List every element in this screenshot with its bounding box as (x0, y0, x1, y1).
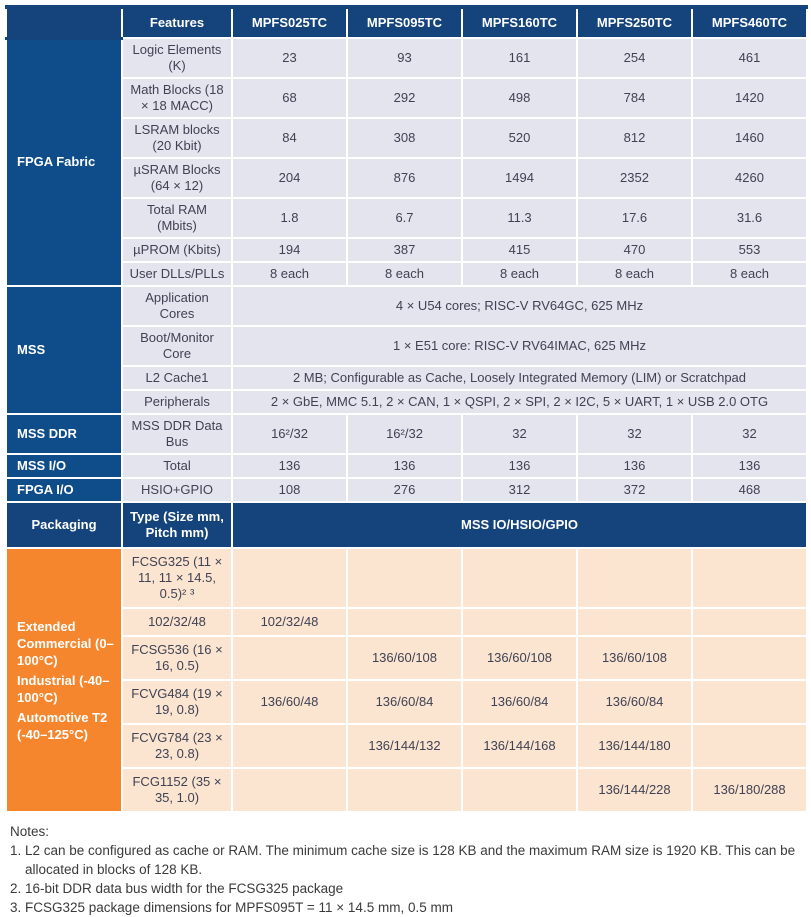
value-cell: 461 (692, 38, 807, 78)
temperature-grade-line: Industrial (-40–100°C) (17, 672, 110, 705)
table-row (6, 262, 807, 286)
package-io-value-cell: 136/60/108 (462, 636, 577, 680)
value-cell: 32 (577, 414, 692, 454)
package-io-value-cell: 136/144/168 (462, 724, 577, 768)
value-cell: 292 (347, 78, 462, 118)
section-category: MSS I/O (6, 454, 122, 478)
package-label: FCSG536 (16 × 16, 0.5) (122, 636, 232, 680)
io-count-header: MSS IO/HSIO/GPIO (232, 502, 807, 548)
value-cell: 136 (232, 454, 347, 478)
table-row (6, 158, 807, 198)
value-cell: 8 each (577, 262, 692, 286)
package-io-value-cell (692, 548, 807, 608)
product-column-header: MPFS095TC (347, 7, 462, 38)
value-cell: 93 (347, 38, 462, 78)
value-cell: 32 (462, 414, 577, 454)
table-row (6, 366, 807, 390)
value-cell: 136 (577, 454, 692, 478)
package-io-value-cell: 136/60/84 (577, 680, 692, 724)
feature-label: HSIO+GPIO (122, 478, 232, 502)
table-row (6, 238, 807, 262)
packaging-row (6, 608, 807, 636)
temperature-grade-line: Extended Commercial (0–100°C) (17, 618, 114, 668)
package-io-value-cell (232, 768, 347, 812)
table-row (6, 198, 807, 238)
merged-value-cell: 4 × U54 cores; RISC-V RV64GC, 625 MHz (232, 286, 807, 326)
packaging-header-row (6, 502, 807, 548)
temperature-grades-label (6, 548, 122, 812)
table-row (6, 326, 807, 366)
value-cell: 136 (462, 454, 577, 478)
value-cell: 136 (692, 454, 807, 478)
package-io-value-cell (692, 680, 807, 724)
table-row (6, 118, 807, 158)
value-cell: 4260 (692, 158, 807, 198)
package-label: FCSG325 (11 × 11, 11 × 14.5, 0.5)² ³ (122, 548, 232, 608)
table-row (6, 414, 807, 454)
value-cell: 387 (347, 238, 462, 262)
value-cell: 68 (232, 78, 347, 118)
table-row (6, 78, 807, 118)
feature-label: Logic Elements (K) (122, 38, 232, 78)
value-cell: 161 (462, 38, 577, 78)
package-type-header: Type (Size mm, Pitch mm) (122, 502, 232, 548)
product-spec-table (5, 5, 808, 813)
package-io-value-cell: 136/180/288 (692, 768, 807, 812)
value-cell: 8 each (347, 262, 462, 286)
product-column-header: MPFS160TC (462, 7, 577, 38)
notes-section (10, 822, 810, 917)
value-cell: 84 (232, 118, 347, 158)
value-cell: 108 (232, 478, 347, 502)
value-cell: 11.3 (462, 198, 577, 238)
package-io-value-cell (232, 724, 347, 768)
table-row (6, 390, 807, 414)
product-column-header: MPFS250TC (577, 7, 692, 38)
package-label: FCVG484 (19 × 19, 0.8) (122, 680, 232, 724)
feature-label: User DLLs/PLLs (122, 262, 232, 286)
package-label: 102/32/48 (122, 608, 232, 636)
package-io-value-cell: 136/60/84 (462, 680, 577, 724)
package-io-value-cell: 136/60/108 (577, 636, 692, 680)
product-column-header: MPFS025TC (232, 7, 347, 38)
section-category: MSS DDR (6, 414, 122, 454)
package-io-value-cell (347, 768, 462, 812)
package-io-value-cell (577, 548, 692, 608)
feature-label: Total RAM (Mbits) (122, 198, 232, 238)
value-cell: 136 (347, 454, 462, 478)
package-io-value-cell (462, 768, 577, 812)
packaging-row (6, 680, 807, 724)
value-cell: 1494 (462, 158, 577, 198)
value-cell: 1460 (692, 118, 807, 158)
feature-label: MSS DDR Data Bus (122, 414, 232, 454)
packaging-row (6, 724, 807, 768)
value-cell: 17.6 (577, 198, 692, 238)
table-row (6, 478, 807, 502)
package-io-value-cell (462, 608, 577, 636)
value-cell: 308 (347, 118, 462, 158)
value-cell: 312 (462, 478, 577, 502)
value-cell: 8 each (692, 262, 807, 286)
value-cell: 16²/32 (232, 414, 347, 454)
feature-label: Application Cores (122, 286, 232, 326)
package-io-value-cell (347, 548, 462, 608)
package-label: FCVG784 (23 × 23, 0.8) (122, 724, 232, 768)
value-cell: 8 each (232, 262, 347, 286)
feature-label: Peripherals (122, 390, 232, 414)
table-row (6, 38, 807, 78)
package-io-value-cell: 102/32/48 (232, 608, 347, 636)
package-io-value-cell: 136/144/132 (347, 724, 462, 768)
package-io-value-cell (692, 724, 807, 768)
feature-label: Math Blocks (18 × 18 MACC) (122, 78, 232, 118)
product-column-header: MPFS460TC (692, 7, 807, 38)
packaging-row (6, 636, 807, 680)
package-label: FCG1152 (35 × 35, 1.0) (122, 768, 232, 812)
value-cell: 812 (577, 118, 692, 158)
table-row (6, 454, 807, 478)
value-cell: 1420 (692, 78, 807, 118)
value-cell: 876 (347, 158, 462, 198)
value-cell: 8 each (462, 262, 577, 286)
package-io-value-cell (232, 548, 347, 608)
value-cell: 194 (232, 238, 347, 262)
corner-cell (6, 7, 122, 38)
package-io-value-cell: 136/60/84 (347, 680, 462, 724)
package-io-value-cell (692, 608, 807, 636)
package-io-value-cell: 136/60/108 (347, 636, 462, 680)
note-item-3: 3. FCSG325 package dimensions for MPFS095T = 11 × 14.5 mm, 0.5 mm (10, 900, 453, 915)
package-io-value-cell (692, 636, 807, 680)
package-io-value-cell: 136/60/48 (232, 680, 347, 724)
feature-label: µPROM (Kbits) (122, 238, 232, 262)
feature-label: LSRAM blocks (20 Kbit) (122, 118, 232, 158)
value-cell: 23 (232, 38, 347, 78)
package-io-value-cell: 136/144/228 (577, 768, 692, 812)
value-cell: 6.7 (347, 198, 462, 238)
feature-label: L2 Cache1 (122, 366, 232, 390)
value-cell: 784 (577, 78, 692, 118)
packaging-category: Packaging (6, 502, 122, 548)
value-cell: 32 (692, 414, 807, 454)
temperature-grade-line: Automotive T2 (-40–125°C) (17, 709, 108, 742)
value-cell: 372 (577, 478, 692, 502)
packaging-row (6, 768, 807, 812)
package-io-value-cell: 136/144/180 (577, 724, 692, 768)
notes-title: Notes: (10, 824, 50, 839)
package-io-value-cell (347, 608, 462, 636)
feature-label: Boot/Monitor Core (122, 326, 232, 366)
packaging-row (6, 548, 807, 608)
value-cell: 16²/32 (347, 414, 462, 454)
package-io-value-cell (232, 636, 347, 680)
merged-value-cell: 2 MB; Configurable as Cache, Loosely Integrated Memory (LIM) or Scratchpad (232, 366, 807, 390)
note-item-1: 1. L2 can be configured as cache or RAM. The minimum cache size is 128 KB and the maximum RAM size is 1920 KB. This can be allocated in blocks of 128 KB. (10, 843, 796, 877)
value-cell: 276 (347, 478, 462, 502)
feature-label: Total (122, 454, 232, 478)
value-cell: 498 (462, 78, 577, 118)
value-cell: 254 (577, 38, 692, 78)
features-column-header: Features (122, 7, 232, 38)
package-io-value-cell (577, 608, 692, 636)
feature-label: µSRAM Blocks (64 × 12) (122, 158, 232, 198)
value-cell: 204 (232, 158, 347, 198)
note-item-2: 2. 16-bit DDR data bus width for the FCSG325 package (10, 881, 344, 896)
table-row (6, 286, 807, 326)
value-cell: 31.6 (692, 198, 807, 238)
value-cell: 520 (462, 118, 577, 158)
section-category: FPGA I/O (6, 478, 122, 502)
merged-value-cell: 1 × E51 core: RISC-V RV64IMAC, 625 MHz (232, 326, 807, 366)
value-cell: 2352 (577, 158, 692, 198)
value-cell: 553 (692, 238, 807, 262)
value-cell: 468 (692, 478, 807, 502)
section-category: MSS (6, 286, 122, 414)
value-cell: 1.8 (232, 198, 347, 238)
value-cell: 470 (577, 238, 692, 262)
section-category: FPGA Fabric (6, 38, 122, 286)
value-cell: 415 (462, 238, 577, 262)
package-io-value-cell (462, 548, 577, 608)
merged-value-cell: 2 × GbE, MMC 5.1, 2 × CAN, 1 × QSPI, 2 × SPI, 2 × I2C, 5 × UART, 1 × USB 2.0 OTG (232, 390, 807, 414)
